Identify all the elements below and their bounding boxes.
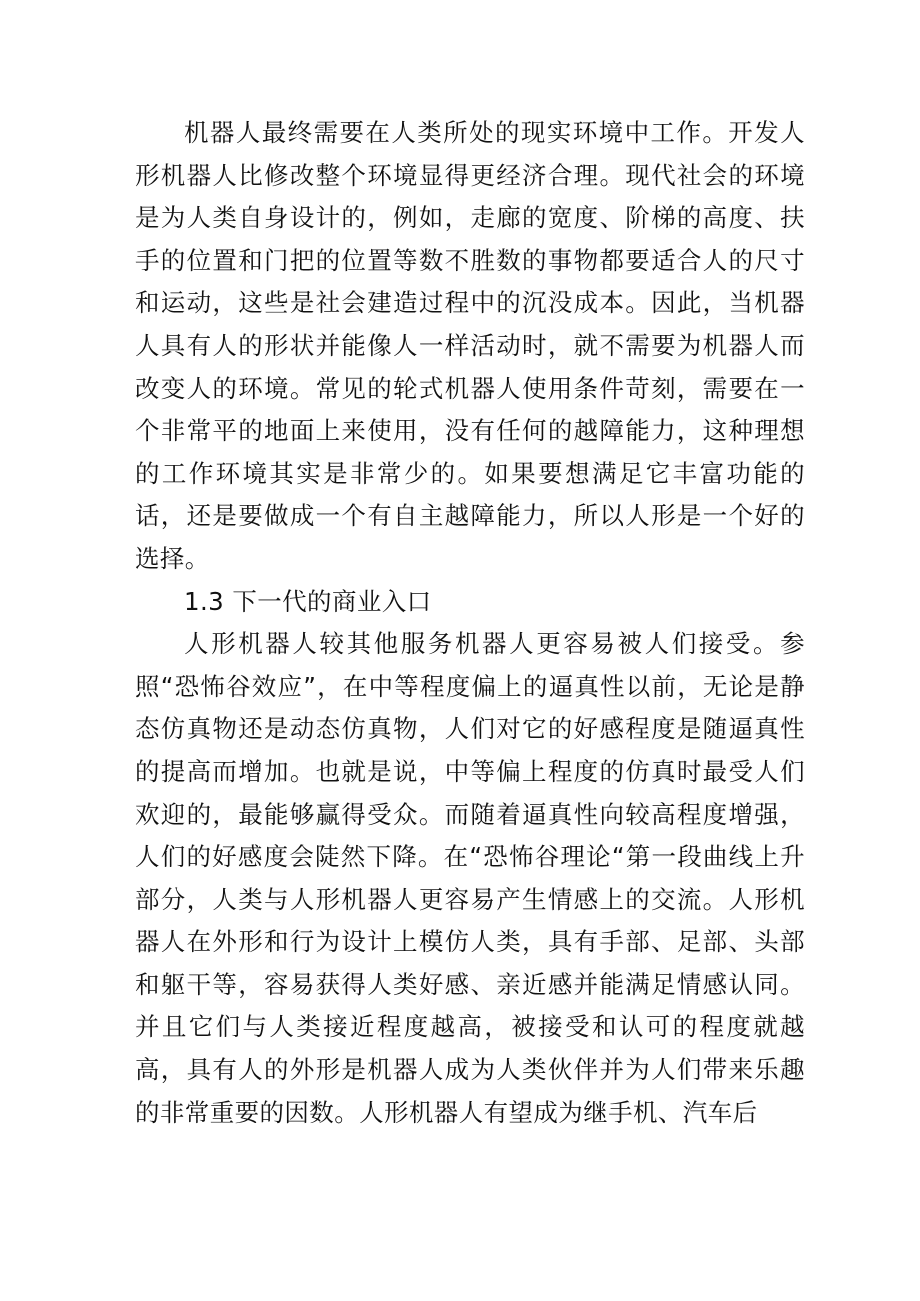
document-body <box>135 112 805 1134</box>
paragraph-uncanny-valley: 人形机器人较其他服务机器人更容易被人们接受。参照“恐怖谷效应”，在中等程度偏上的逼真性以前，无论是静态仿真物还是动态仿真物，人们对它的好感程度是随逼真性的提高而增加。也就是说，中等偏上程度的仿真时最受人们欢迎的，最能够赢得受众。而随着逼真性向较高程度增强，人们的好感度会陡然下降。在“恐怖谷理论“第一段曲线上升部分，人类与人形机器人更容易产生情感上的交流。人形机器人在外形和行为设计上模仿人类，具有手部、足部、头部和躯干等，容易获得人类好感、亲近感并能满足情感认同。并且它们与人类接近程度越高，被接受和认可的程度就越高，具有人的外形是机器人成为人类伙伴并为人们带来乐趣的非常重要的因数。人形机器人有望成为继手机、汽车后 <box>135 629 805 1127</box>
section-heading: 1.3 下一代的商业入口 <box>184 586 432 616</box>
paragraph-environment: 机器人最终需要在人类所处的现实环境中工作。开发人形机器人比修改整个环境显得更经济合理。现代社会的环境是为人类自身设计的，例如，走廊的宽度、阶梯的高度、扶手的位置和门把的位置等数不胜数的事物都要适合人的尺寸和运动，这些是社会建造过程中的沉没成本。因此，当机器人具有人的形状并能像人一样活动时，就不需要为机器人而改变人的环境。常见的轮式机器人使用条件苛刻，需要在一个非常平的地面上来使用，没有任何的越障能力，这种理想的工作环境其实是非常少的。如果要想满足它丰富功能的话，还是要做成一个有自主越障能力，所以人形是一个好的选择。 <box>135 118 805 573</box>
